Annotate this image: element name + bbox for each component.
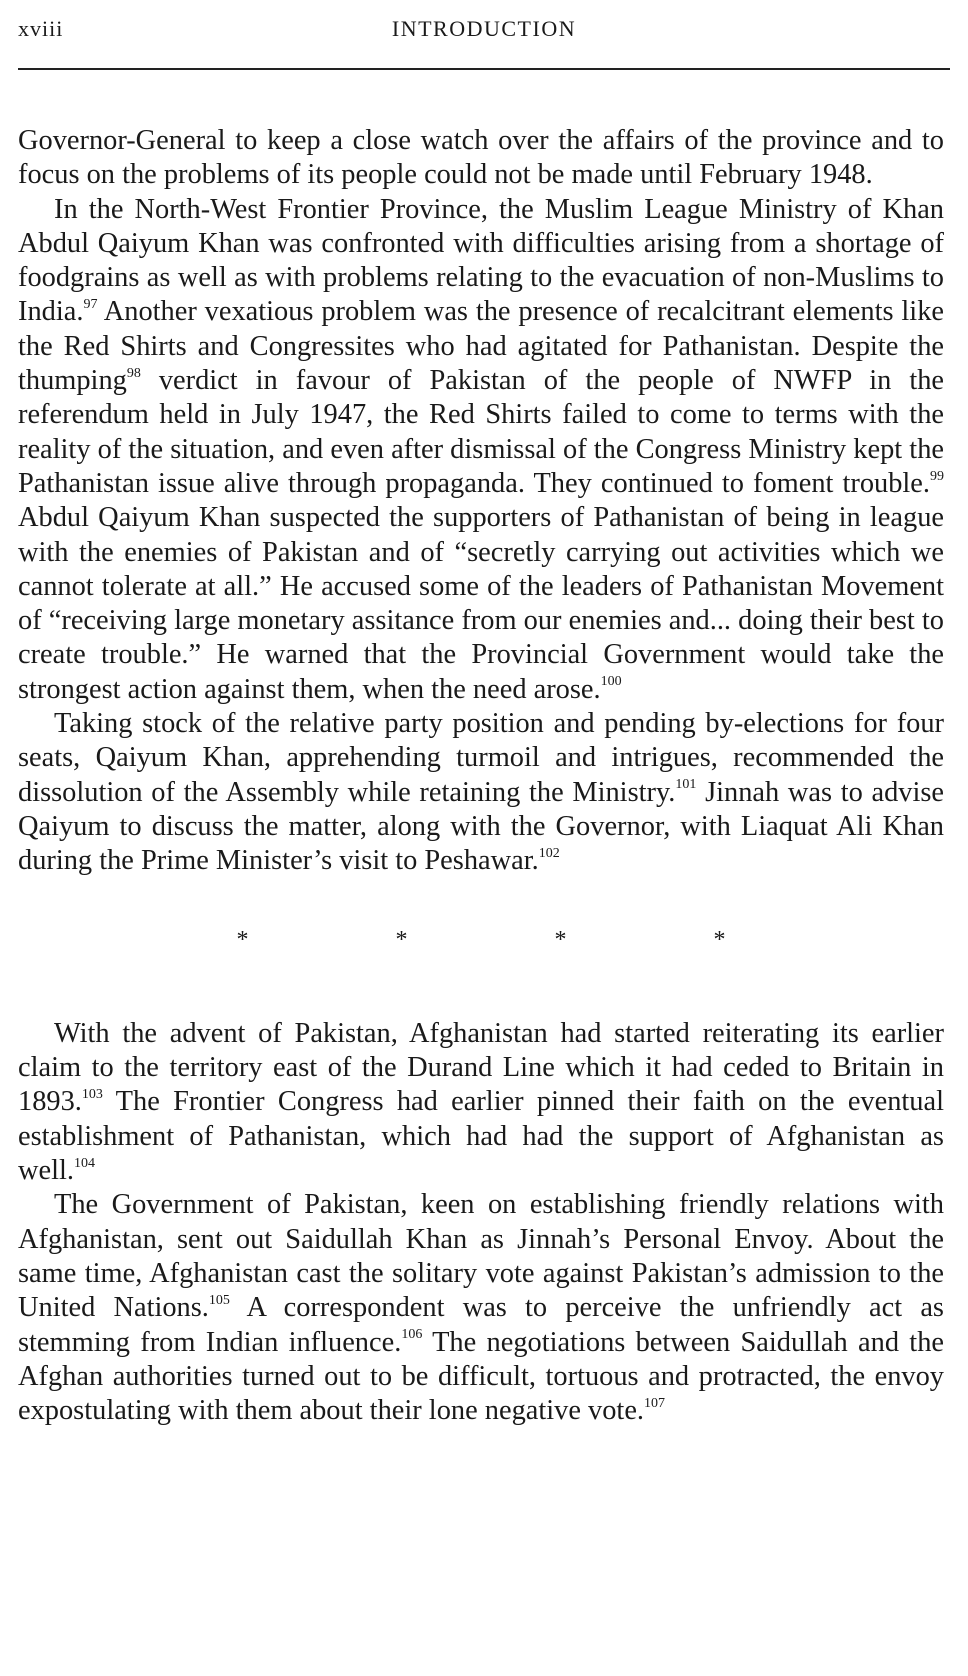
footnote-marker: 104 (73, 1155, 95, 1171)
running-head: INTRODUCTION (391, 16, 577, 41)
text-run: The negotiations between Saidullah and the Afghan authorities turned out to be difficult, tortuous and protracted, the envoy expostulating with them about their lone negative vote. (18, 1326, 944, 1427)
paragraph (18, 707, 944, 878)
footnote-marker: 107 (644, 1395, 666, 1411)
footnote-marker: 105 (208, 1292, 230, 1308)
text-run: Taking stock of the relative party position and pending by-elections for four seats, Qaiyum Khan, apprehending turmoil and intrigues, recommended the dissolution of the Assembly while retaining the Ministry. (18, 708, 944, 808)
header-rule (18, 68, 950, 70)
text-run: The Government of Pakistan, keen on establishing friendly relations with Afghanistan, sent out Saidullah Khan as Jinnah’s Personal Envoy. About the same time, Afghanistan cast the solitary vote against Pakistan’s admission to the United Nations. (18, 1189, 944, 1324)
footnote-marker: 98 (126, 365, 141, 381)
section-two (18, 1017, 944, 1429)
paragraph (18, 1188, 944, 1428)
separator-asterisk: * (713, 926, 726, 953)
paragraph (18, 193, 944, 707)
page-number: xviii (18, 16, 64, 41)
footnote-marker: 101 (675, 777, 697, 793)
separator-asterisk: * (236, 926, 249, 953)
text-run: verdict in favour of Pakistan of the people of NWFP in the referendum held in July 1947, the Red Shirts failed to come to terms with the reality of the situation, and even after dismissal of the Congress Ministry kept the Pathanistan issue alive through propaganda. They continued to foment trouble. (18, 365, 944, 499)
footnote-marker: 103 (81, 1086, 103, 1102)
footnote-marker: 99 (930, 468, 944, 484)
section-one (18, 124, 944, 879)
text-run: Governor-General to keep a close watch over the affairs of the province and to focus on the problems of its people could not be made until February 1948. (18, 125, 944, 191)
section-separator (18, 923, 944, 957)
text-run: Abdul Qaiyum Khan suspected the supporters of Pathanistan of being in league with the enemies of Pakistan and of “secretly carrying out activities which we cannot tolerate at all.” He accused some of the leaders of Pathanistan Movement of “receiving large monetary assitance from our enemies and... doing their best to create trouble.” He warned that the Provincial Government would take the strongest action against them, when the need arose. (18, 502, 944, 705)
text-run: With the advent of Pakistan, Afghanistan had started reiterating its earlier claim to the territory east of the Durand Line which it had ceded to Britain in 1893. (18, 1017, 944, 1118)
paragraph (18, 1017, 944, 1188)
separator-asterisk: * (554, 926, 567, 953)
text-run: Another vexatious problem was the presence of recalcitrant elements like the Red Shirts and Congressites who had agitated for Pathanistan. Despite the thumping (18, 296, 944, 397)
footnote-marker: 97 (83, 297, 98, 313)
body-text (18, 124, 944, 1428)
footnote-marker: 102 (538, 845, 560, 861)
page-header (18, 16, 950, 50)
text-run: A correspondent was to perceive the unfriendly act as stemming from Indian influence. (18, 1292, 944, 1358)
footnote-marker: 100 (600, 674, 622, 690)
text-run: Jinnah was to advise Qaiyum to discuss the matter, along with the Governor, with Liaquat Ali Khan during the Prime Minister’s visit to Peshawar. (18, 776, 944, 877)
text-run: The Frontier Congress had earlier pinned their faith on the eventual establishment of Pathanistan, which had had the support of Afghanistan as well. (18, 1086, 944, 1187)
paragraph (18, 124, 944, 193)
text-run: In the North-West Frontier Province, the Muslim League Ministry of Khan Abdul Qaiyum Khan was confronted with difficulties arising from a shortage of foodgrains as well as with problems relating to the evacuation of non-Muslims to India. (18, 193, 944, 328)
separator-asterisk: * (395, 926, 408, 953)
footnote-marker: 106 (401, 1327, 423, 1343)
